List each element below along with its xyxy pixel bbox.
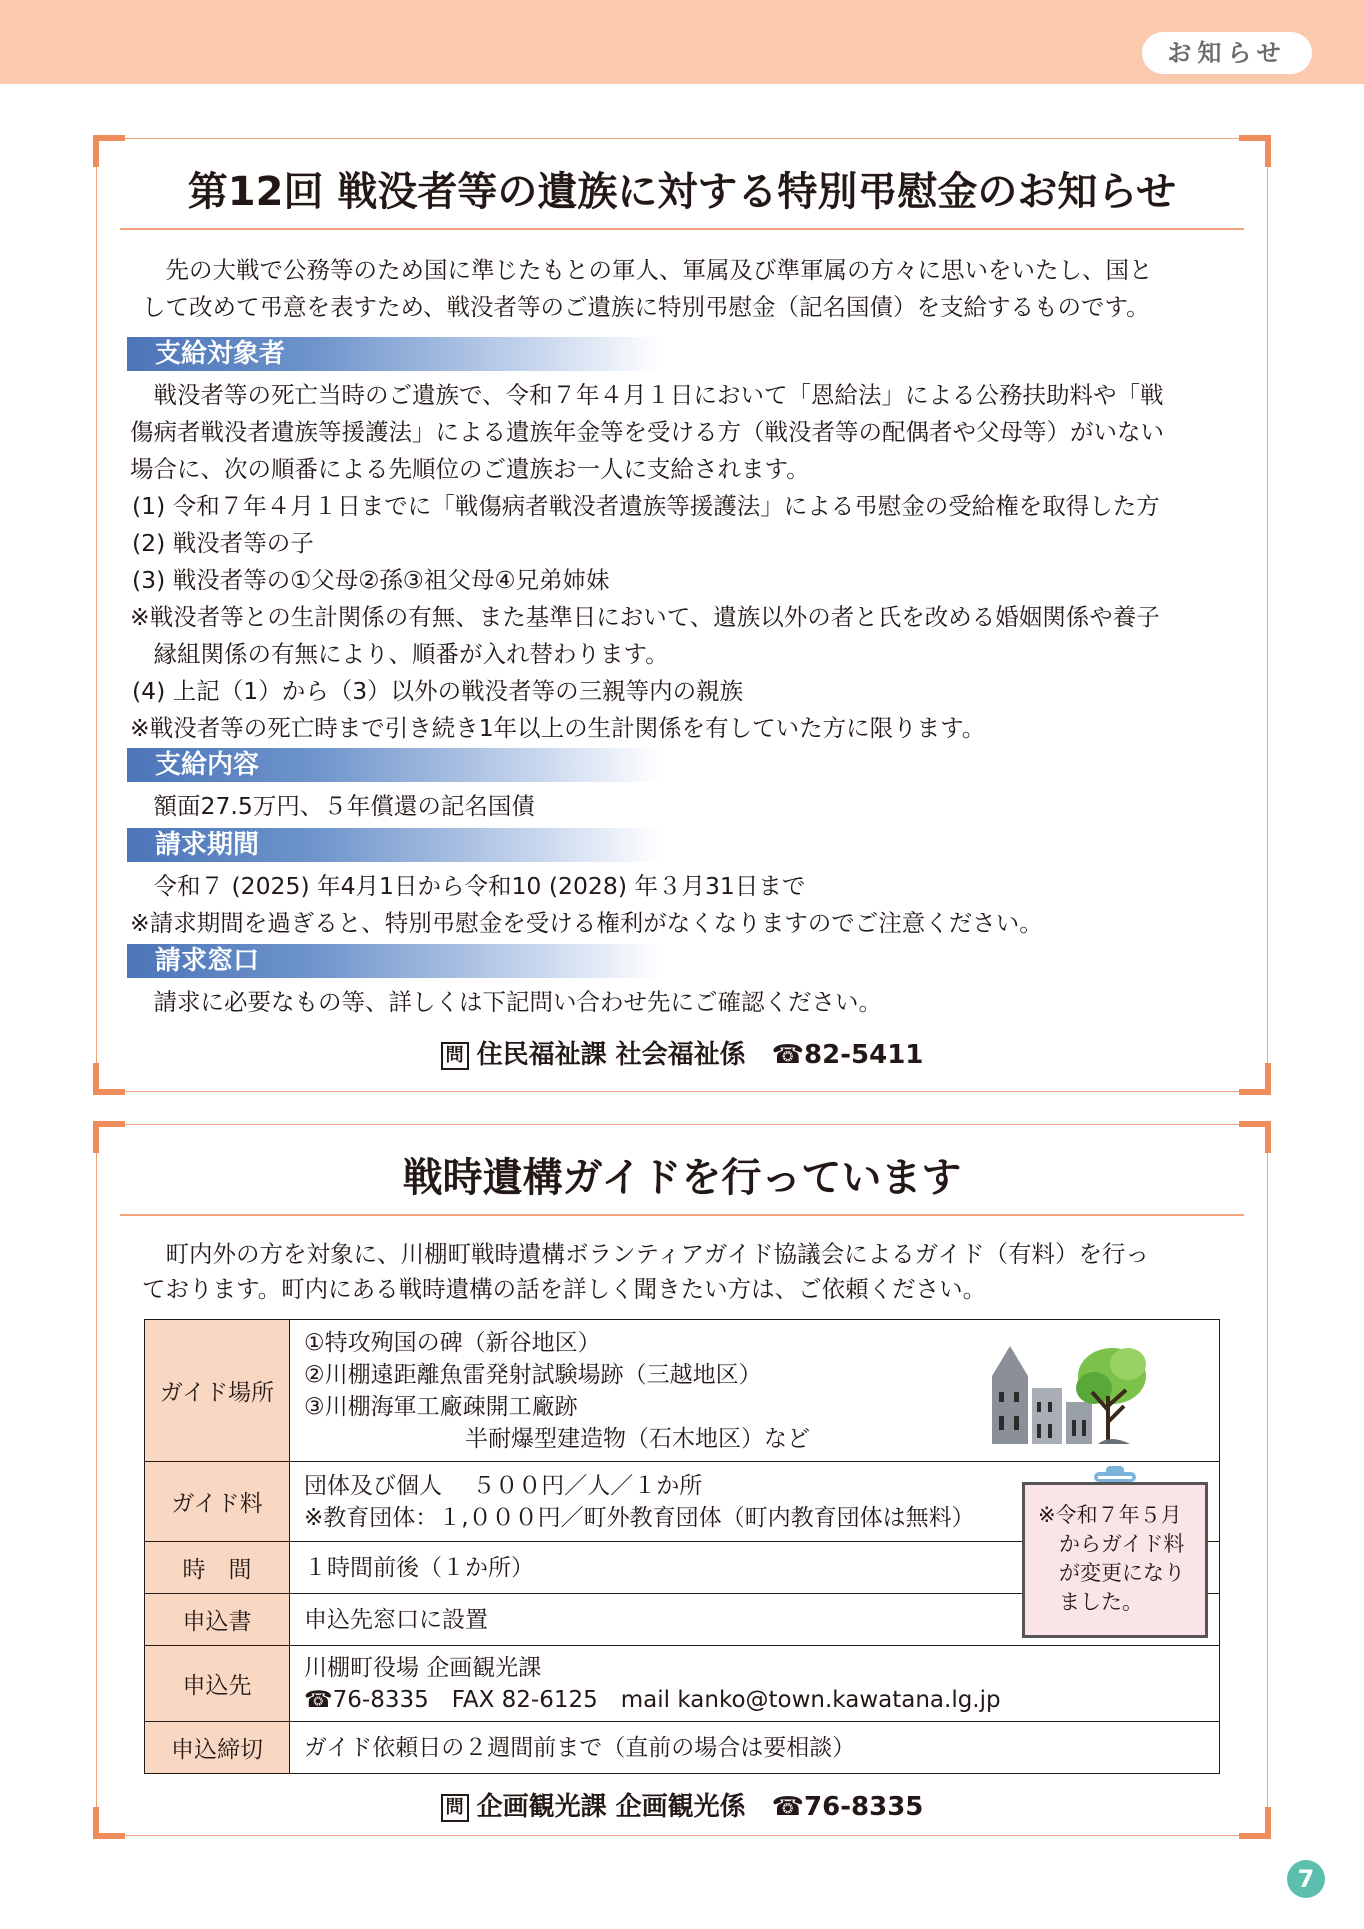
contact-text: 企画観光課 企画観光係 ☎76-8335	[476, 1792, 924, 1822]
article-1-title: 第12回 戦没者等の遺族に対する特別弔慰金のお知らせ	[187, 169, 1177, 215]
eligibility-line: ※戦没者等との生計関係の有無、また基準日において、遺族以外の者と氏を改める婚姻関係や養子	[130, 603, 1160, 631]
eligibility-line: (2) 戦没者等の子	[132, 529, 314, 557]
eligibility-line: 縁組関係の有無により、順番が入れ替わります。	[130, 640, 669, 668]
eligibility-line: ※戦没者等の死亡時まで引き続き1年以上の生計関係を有していた方に限ります。	[130, 714, 986, 742]
intro-line-1: 先の大戦で公務等のため国に準じたもとの軍人、軍属及び準軍属の方々に思いをいたし、国と	[142, 256, 1153, 284]
place-line: ①特攻殉国の碑（新谷地区）	[304, 1329, 601, 1356]
benefit-text: 額面27.5万円、５年償還の記名国債	[130, 792, 535, 820]
header-band	[0, 0, 1364, 84]
fee-line: ※教育団体：１,０００円／町外教育団体（町内教育団体は無料）	[304, 1504, 975, 1531]
row-value: １時間前後（１か所）	[290, 1542, 1220, 1594]
eligibility-line: 場合に、次の順番による先順位のご遺族お一人に支給されます。	[130, 455, 810, 483]
intro-line-2: して改めて弔意を表すため、戦没者等のご遺族に特別弔慰金（記名国債）を支給するものです。	[142, 293, 1150, 321]
row-label: 時 間	[145, 1542, 290, 1594]
title-rule	[120, 228, 1244, 230]
intro-line-2: ております。町内にある戦時遺構の話を詳しく聞きたい方は、ご依頼ください。	[142, 1275, 987, 1303]
place-line: 半耐爆型建造物（石木地区）など	[304, 1425, 810, 1452]
row-label: ガイド場所	[145, 1320, 290, 1462]
note-line: ました。	[1038, 1590, 1143, 1614]
apply-line: 川棚町役場 企画観光課	[304, 1654, 542, 1681]
article-1-contact	[0, 1034, 1364, 1071]
table-row	[145, 1646, 1220, 1722]
row-label: ガイド料	[145, 1462, 290, 1542]
apply-line: ☎76-8335 FAX 82-6125 mail kanko@town.kawatana.lg.jp	[304, 1686, 1001, 1713]
inquiry-mark: 問	[441, 1794, 469, 1822]
section-label-eligibility: 支給対象者	[127, 337, 661, 371]
fee-line: 団体及び個人 ５００円／人／１か所	[304, 1472, 703, 1499]
place-line: ③川棚海軍工廠疎開工廠跡	[304, 1393, 578, 1420]
section-tag: お知らせ	[1142, 32, 1312, 74]
period-line: 令和７ (2025) 年4月1日から令和10 (2028) 年３月31日まで	[130, 872, 806, 900]
section-label-period: 請求期間	[127, 828, 661, 862]
row-value	[290, 1646, 1220, 1722]
ruins-illustration	[990, 1336, 1150, 1446]
row-value: 申込先窓口に設置	[290, 1594, 1220, 1646]
row-value: ガイド依頼日の２週間前まで（直前の場合は要相談）	[290, 1722, 1220, 1774]
section-label-benefit: 支給内容	[127, 748, 661, 782]
note-line: からガイド料	[1038, 1532, 1185, 1556]
article-2-title: 戦時遺構ガイドを行っています	[402, 1155, 962, 1201]
note-line: ※令和７年５月	[1038, 1503, 1182, 1527]
note-line: が変更になり	[1038, 1561, 1185, 1585]
row-label: 申込締切	[145, 1722, 290, 1774]
section-label-office: 請求窓口	[127, 944, 661, 978]
contact-text: 住民福祉課 社会福祉係 ☎82-5411	[476, 1040, 924, 1070]
table-row	[145, 1722, 1220, 1774]
office-text: 請求に必要なもの等、詳しくは下記問い合わせ先にご確認ください。	[130, 988, 882, 1016]
period-line: ※請求期間を過ぎると、特別弔慰金を受ける権利がなくなりますのでご注意ください。	[130, 909, 1043, 937]
place-line: ②川棚遠距離魚雷発射試験場跡（三越地区）	[304, 1361, 762, 1388]
eligibility-line: (3) 戦没者等の①父母②孫③祖父母④兄弟姉妹	[132, 566, 610, 594]
eligibility-line: (4) 上記（1）から（3）以外の戦没者等の三親等内の親族	[132, 677, 744, 705]
article-2-contact	[0, 1786, 1364, 1823]
intro-line-1: 町内外の方を対象に、川棚町戦時遺構ボランティアガイド協議会によるガイド（有料）を行っ	[142, 1240, 1149, 1268]
page-number: 7	[1287, 1860, 1325, 1898]
row-label: 申込書	[145, 1594, 290, 1646]
eligibility-line: 傷病者戦没者遺族等援護法」による遺族年金等を受ける方（戦没者等の配偶者や父母等）がいない	[130, 418, 1164, 446]
eligibility-line: (1) 令和７年４月１日までに「戦傷病者戦没者遺族等援護法」による弔慰金の受給権を取得した方	[132, 492, 1160, 520]
eligibility-line: 戦没者等の死亡当時のご遺族で、令和７年４月１日において「恩給法」による公務扶助料や「戦	[130, 381, 1164, 409]
inquiry-mark: 問	[441, 1042, 469, 1070]
fee-change-note	[1022, 1482, 1208, 1638]
title-rule	[120, 1214, 1244, 1216]
row-label: 申込先	[145, 1646, 290, 1722]
